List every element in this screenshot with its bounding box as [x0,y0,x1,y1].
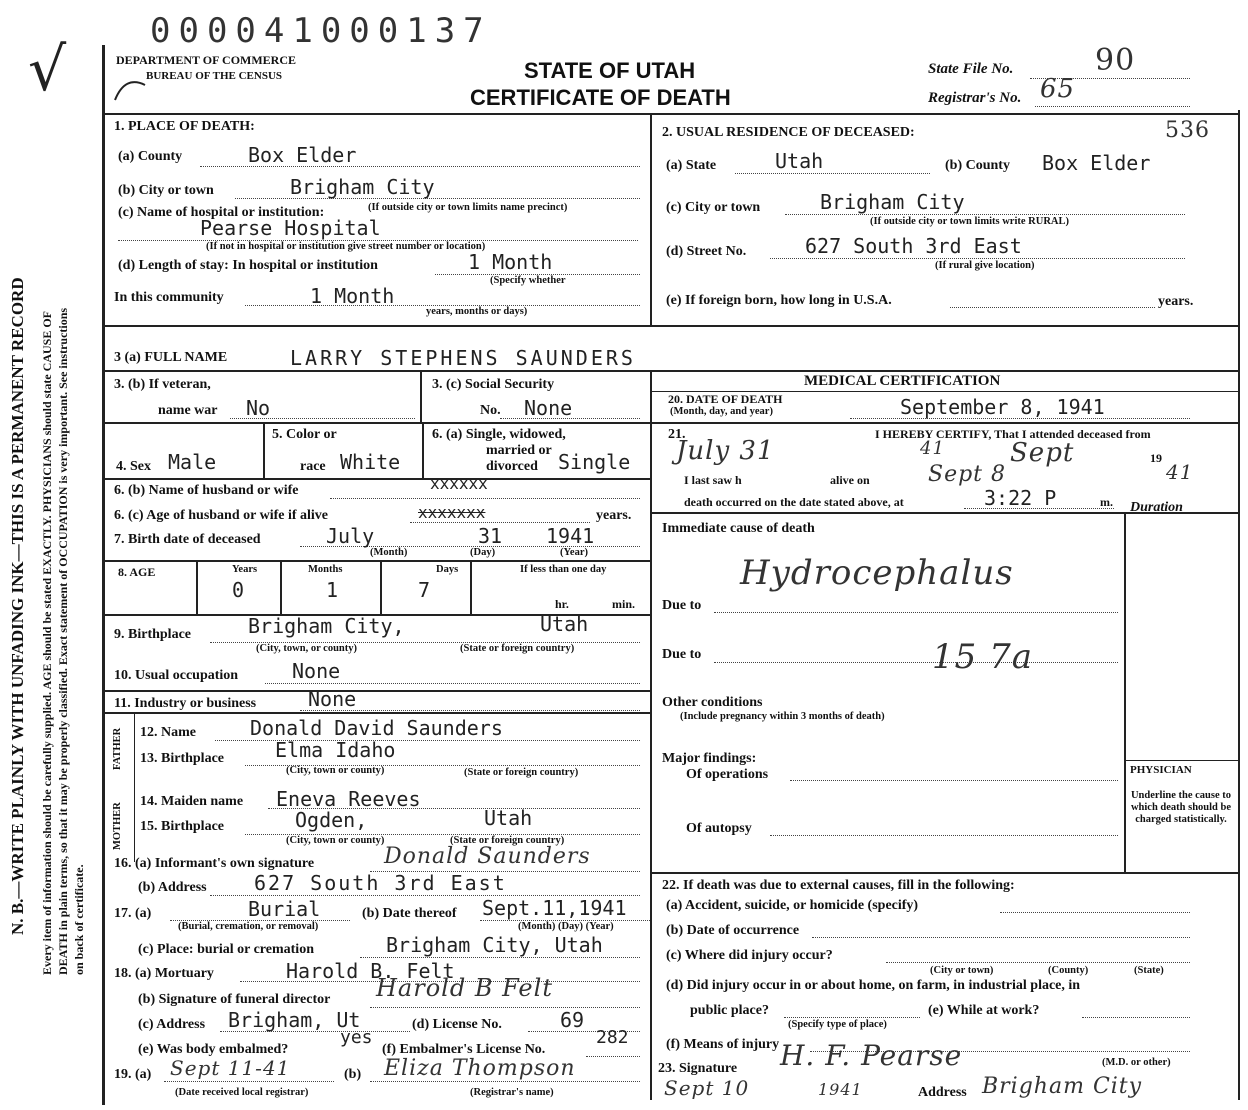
place-county-label: (a) County [118,149,183,164]
mortuary-address-label: (c) Address [138,1017,206,1032]
header-bureau: BUREAU OF THE CENSUS [146,70,283,82]
birth-month[interactable]: July [326,524,375,548]
registrar-note: (Registrar's name) [470,1087,554,1098]
burial-place-label: (c) Place: burial or cremation [138,942,314,957]
stay-value[interactable]: 1 Month [468,250,553,274]
mother-bp-city[interactable]: Ogden, [295,808,368,832]
embalmed-label: (e) Was body embalmed? [138,1042,289,1057]
res-street-note: (If rural give location) [935,260,1035,271]
ss-value[interactable]: None [524,396,573,420]
external-e-label: (e) While at work? [928,1003,1040,1018]
res-city-note: (If outside city or town limits write RURAL) [870,216,1069,227]
occupation-value[interactable]: None [292,659,341,683]
spouse-value[interactable]: xxxxxx [430,474,488,493]
burial-place[interactable]: Brigham City, Utah [386,933,603,957]
major-findings-label: Major findings: [662,751,757,766]
header-dept: DEPARTMENT OF COMMERCE [116,53,297,67]
margin-instructions-3: on back of certificate. [72,864,86,975]
physician-address-label: Address [918,1085,967,1100]
attended-from[interactable]: July 31 [676,436,775,466]
last-saw-label: I last saw h [684,473,742,487]
res-street[interactable]: 627 South 3rd East [805,234,1022,258]
spouse-age-unit: years. [596,508,632,523]
father-name[interactable]: Donald David Saunders [250,716,503,740]
race-label: race [300,459,326,474]
birth-label: 7. Birth date of deceased [114,532,261,547]
birthplace-state[interactable]: Utah [540,612,589,636]
margin-instructions-2: DEATH in plain terms, so that it may be properly classified. Exact statement of OCCUPATION is very important. See instructions [56,307,70,975]
mother-bp-state[interactable]: Utah [484,806,533,830]
race-value[interactable]: White [340,450,401,474]
min-note: min. [612,597,636,611]
duration-label: Duration [1130,500,1183,515]
serial-number: 000041000137 [150,11,492,51]
marital-label-2: married or [486,443,552,458]
external-f-label: (f) Means of injury [666,1037,780,1052]
dod-label: 20. DATE OF DEATH [668,392,783,406]
mother-side-label: MOTHER [112,802,123,850]
community-label: In this community [114,290,224,305]
hospital-label: (c) Name of hospital or institution: [118,205,325,220]
father-state-note: (State or foreign country) [464,767,579,778]
mother-bp-label: 15. Birthplace [140,819,224,834]
burial-date[interactable]: Sept.11,1941 [482,896,627,920]
external-b-label: (b) Date of occurrence [666,923,800,938]
city-county-note: (City, town, or county) [256,643,358,654]
ss-label: 3. (c) Social Security [432,377,555,392]
spouse-label: 6. (b) Name of husband or wife [114,483,299,498]
day-note: (Day) [470,547,496,558]
birth-day[interactable]: 31 [478,524,503,548]
hospital-note: (If outside city or town limits name precinct) [368,202,568,213]
informant-signature[interactable]: Donald Saunders [384,844,591,869]
autopsy-label: Of autopsy [686,821,752,836]
residence-heading: 2. USUAL RESIDENCE OF DECEASED: [662,125,915,140]
funeral-sig-label: (b) Signature of funeral director [138,992,331,1007]
full-name-label: 3 (a) FULL NAME [114,350,228,365]
mortuary-value[interactable]: Harold B. Felt [286,959,455,983]
registrar-no: 65 [1040,74,1076,104]
margin-scribble [110,70,150,110]
signature-year[interactable]: 1941 [818,1080,863,1099]
attend-19: 19 [1150,451,1162,465]
license-label: (d) License No. [412,1017,502,1032]
dod-note: (Month, day, and year) [670,406,773,417]
received-note: (Date received local registrar) [175,1087,309,1098]
state-file-no: 90 [1095,43,1136,78]
veteran-label: 3. (b) If veteran, [114,377,211,392]
res-county[interactable]: Box Elder [1042,151,1151,175]
check-mark: √ [28,35,67,105]
year-note: (Year) [560,547,588,558]
community-value[interactable]: 1 Month [310,284,395,308]
place-city-label: (b) City or town [118,183,214,198]
mother-city-note: (City, town or county) [286,835,385,846]
full-name[interactable]: LARRY STEPHENS SAUNDERS [290,346,636,370]
signature-date[interactable]: Sept 10 [664,1076,750,1100]
residence-corner-no: 536 [1165,118,1210,143]
birth-year[interactable]: 1941 [546,524,595,548]
alive-on-year[interactable]: 41 [1166,460,1194,484]
res-years-unit: years. [1158,294,1194,309]
lessday-note: If less than one day [520,564,607,575]
res-street-label: (d) Street No. [666,244,747,259]
state-country-note: (State or foreign country) [460,643,575,654]
attended-from-year[interactable]: 41 [920,438,945,459]
age-label: 8. AGE [118,565,156,579]
marital-value[interactable]: Single [558,450,631,474]
ymd-note: years, months or days) [426,306,528,317]
due-to-2-label: Due to [662,647,702,662]
margin-permanent-record: N. B.—WRITE PLAINLY WITH UNFADING INK—THIS IS A PERMANENT RECORD [8,277,27,935]
alive-on-label: alive on [830,473,870,487]
registrar-signature[interactable]: Eliza Thompson [384,1056,576,1081]
place-city[interactable]: Brigham City [290,175,435,199]
physician-signature[interactable]: H. F. Pearse [780,1039,963,1072]
informant-address[interactable]: 627 South 3rd East [254,871,507,895]
month-note: (Month) [370,547,408,558]
margin-instructions-1: Every item of information should be carefully supplied. AGE should be stated EXACTLY. PHYSICIANS should state CAUSE OF [40,311,54,975]
title-state: STATE OF UTAH [524,58,696,83]
state-note: (State) [1134,965,1164,976]
place-heading: 1. PLACE OF DEATH: [114,119,255,134]
age-days[interactable]: 7 [418,578,431,602]
embalmer-value[interactable]: 282 [596,1027,629,1048]
operations-label: Of operations [686,767,769,782]
time-of-death[interactable]: 3:22 P [984,486,1057,510]
father-bp-label: 13. Birthplace [140,751,224,766]
industry-value[interactable]: None [308,687,357,711]
age-years[interactable]: 0 [232,578,245,602]
immediate-cause[interactable]: Hydrocephalus [740,553,1014,593]
attended-to[interactable]: Sept [1010,438,1075,468]
burial-date-label: (b) Date thereof [362,906,457,921]
burial-label: 17. (a) [114,906,152,921]
age-months[interactable]: 1 [326,578,339,602]
external-d-label: (d) Did injury occur in or about home, on farm, in industrial place, in [666,978,1081,993]
sex-label: 4. Sex [116,459,151,474]
res-county-label: (b) County [945,158,1010,173]
years-note: Years [232,564,258,575]
burial-value[interactable]: Burial [248,897,321,921]
md-note: (M.D. or other) [1102,1057,1171,1068]
mother-state-note: (State or foreign country) [450,835,565,846]
maiden-name[interactable]: Eneva Reeves [276,787,421,811]
received-label: 19. (a) [114,1067,152,1082]
other-conditions-label: Other conditions [662,695,763,710]
informant-address-label: (b) Address [138,880,207,895]
license-value[interactable]: 69 [560,1008,585,1032]
cause-code: 15 7a [932,637,1033,677]
occupation-label: 10. Usual occupation [114,668,239,683]
immediate-cause-label: Immediate cause of death [662,521,815,536]
months-note: Months [308,564,343,575]
funeral-signature[interactable]: Harold B Felt [376,974,553,1002]
father-birthplace[interactable]: Elma Idaho [275,738,396,762]
certify-text: I HEREBY CERTIFY, That I attended deceased from [875,427,1151,441]
physician-note: Underline the cause to which death should be charged statistically. [1130,790,1232,825]
title-certificate: CERTIFICATE OF DEATH [470,85,731,110]
embalmed-value[interactable]: yes [340,1027,373,1048]
sex-value[interactable]: Male [168,450,217,474]
hospital-note-2: (If not in hospital or institution give street number or location) [206,241,486,252]
specify-place-note: (Specify type of place) [788,1019,887,1030]
date-of-death[interactable]: September 8, 1941 [900,395,1105,419]
spouse-age-label: 6. (c) Age of husband or wife if alive [114,508,329,523]
city-town-note: (City or town) [930,965,994,976]
registrar-sig-label: (b) [344,1067,362,1082]
registrar-no-label: Registrar's No. [928,90,1022,106]
external-a-label: (a) Accident, suicide, or homicide (specify) [666,898,919,913]
burial-note: (Burial, cremation, or removal) [178,921,319,932]
birthplace-label: 9. Birthplace [114,627,191,642]
certify-number: 21. [668,427,686,442]
hr-note: hr. [555,597,569,611]
physician-label: PHYSICIAN [1130,764,1192,776]
days-note: Days [436,564,459,575]
birthplace-city[interactable]: Brigham City, [248,614,405,638]
maiden-label: 14. Maiden name [140,794,244,809]
received-date[interactable]: Sept 11-41 [170,1056,291,1080]
public-place-label: public place? [690,1003,769,1018]
state-file-label: State File No. [928,61,1014,77]
res-foreign-label: (e) If foreign born, how long in U.S.A. [666,293,892,308]
place-county[interactable]: Box Elder [248,143,357,167]
county-note: (County) [1048,965,1089,976]
informant-label: 16. (a) Informant's own signature [114,856,315,871]
alive-on-date[interactable]: Sept 8 [928,462,1007,487]
time-m: m. [1100,495,1113,509]
other-conditions-note: (Include pregnancy within 3 months of death) [680,711,885,722]
place-hospital[interactable]: Pearse Hospital [200,216,381,240]
marital-label-1: 6. (a) Single, widowed, [432,427,566,442]
external-causes-label: 22. If death was due to external causes, fill in the following: [662,878,1015,893]
res-state[interactable]: Utah [775,149,824,173]
occurred-label: death occurred on the date stated above, at [684,495,904,509]
spouse-age-value[interactable]: xxxxxxx [418,503,486,522]
marital-label-3: divorced [486,459,538,474]
burial-date-note: (Month) (Day) (Year) [518,921,614,932]
father-name-label: 12. Name [140,725,196,740]
physician-signature-label: 23. Signature [658,1061,738,1076]
father-side-label: FATHER [112,727,123,770]
external-c-label: (c) Where did injury occur? [666,948,833,963]
embalmer-label: (f) Embalmer's License No. [382,1042,546,1057]
color-label: 5. Color or [272,427,337,442]
physician-address[interactable]: Brigham City [982,1074,1143,1099]
mortuary-address[interactable]: Brigham, Ut [228,1008,361,1032]
father-city-note: (City, town or county) [286,765,385,776]
mortuary-label: 18. (a) Mortuary [114,966,214,981]
due-to-1-label: Due to [662,598,702,613]
veteran-value[interactable]: No [246,396,271,420]
res-state-label: (a) State [666,158,717,173]
stay-label: (d) Length of stay: In hospital or institution [118,258,378,273]
industry-label: 11. Industry or business [114,696,257,711]
specify-note: (Specify whether [490,275,566,286]
ss-no-label: No. [480,403,501,418]
medical-heading: MEDICAL CERTIFICATION [804,373,1001,389]
res-city-label: (c) City or town [666,200,761,215]
war-label: name war [158,403,218,418]
res-city[interactable]: Brigham City [820,190,965,214]
